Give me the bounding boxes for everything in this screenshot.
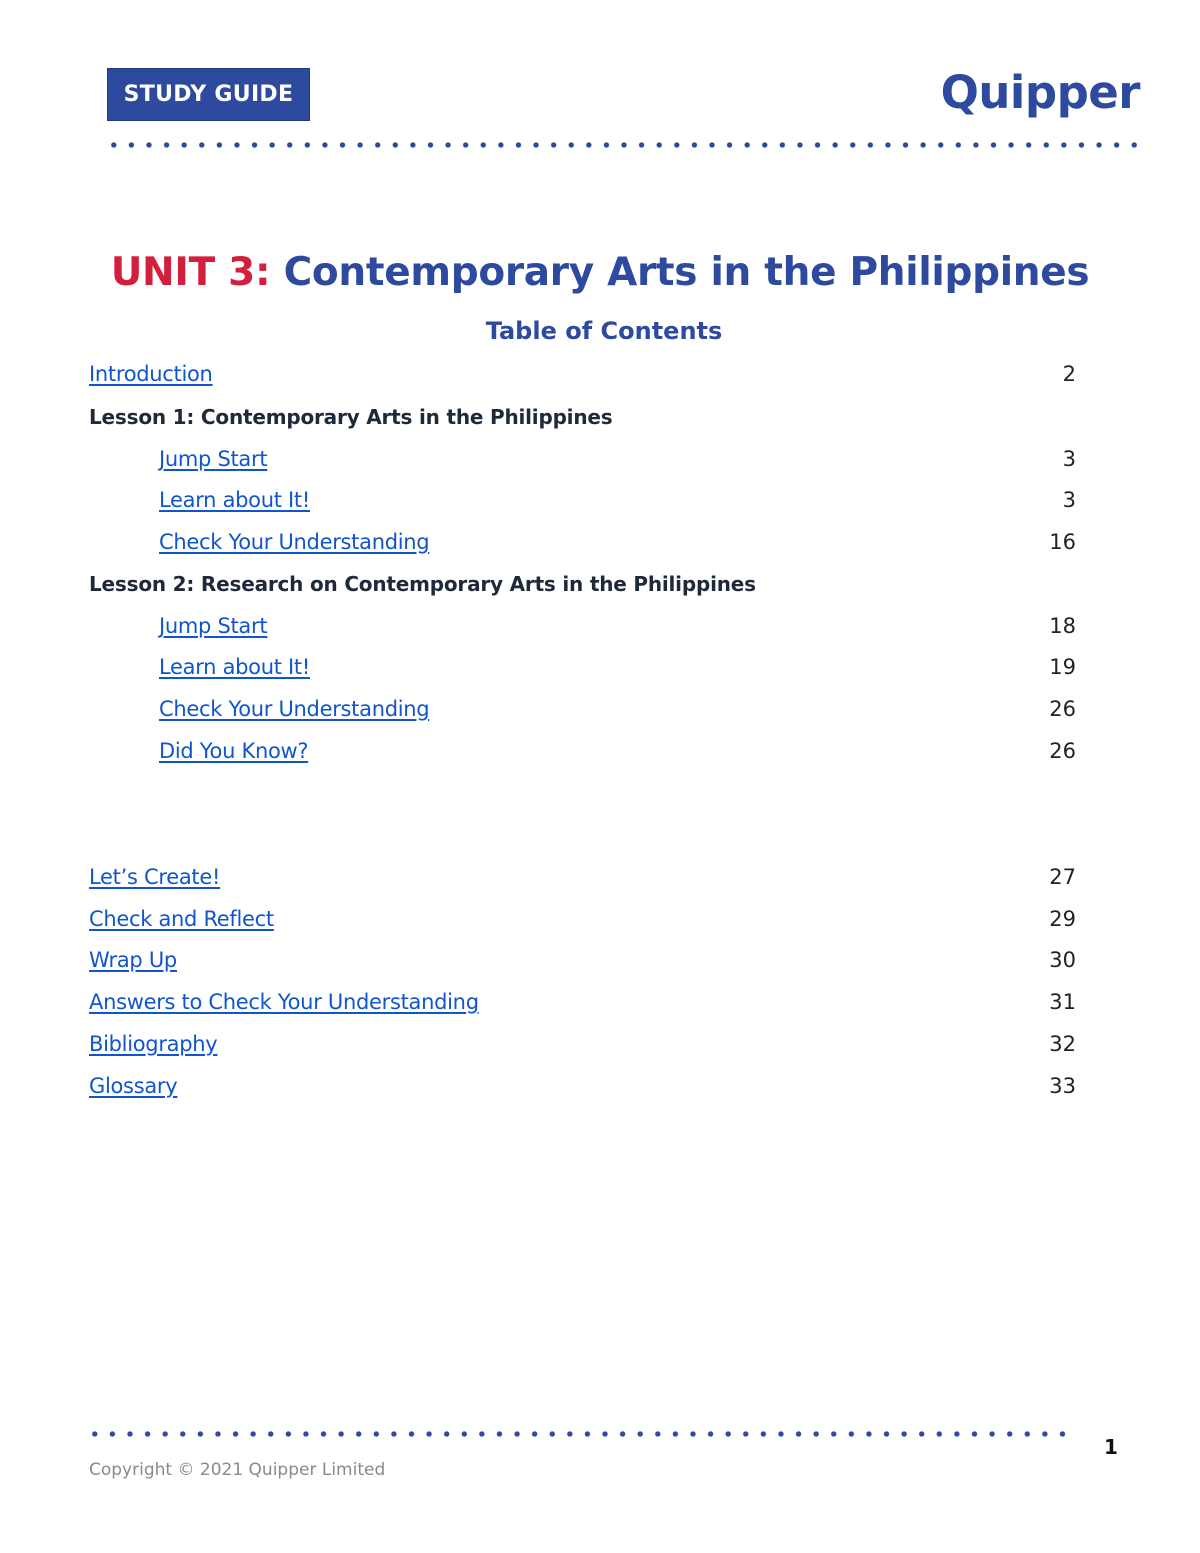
toc-page-number: 27 xyxy=(1049,865,1076,889)
toc-link-l2-jump-start[interactable]: Jump Start xyxy=(159,614,268,638)
toc-entry-l1-jump-start xyxy=(159,447,1076,479)
toc-entry-l1-learn-about-it xyxy=(159,488,1076,520)
toc-page-number: 3 xyxy=(1062,447,1076,471)
toc-link-glossary[interactable]: Glossary xyxy=(89,1074,178,1098)
toc-entry-lets-create xyxy=(89,865,1076,897)
toc-link-introduction[interactable]: Introduction xyxy=(89,362,213,386)
toc-entry-bibliography xyxy=(89,1032,1076,1064)
toc-link-l1-jump-start[interactable]: Jump Start xyxy=(159,447,268,471)
toc-link-check-and-reflect[interactable]: Check and Reflect xyxy=(89,907,274,931)
toc-link-answers[interactable]: Answers to Check Your Understanding xyxy=(89,990,479,1014)
copyright-notice: Copyright © 2021 Quipper Limited xyxy=(89,1460,386,1480)
quipper-logo: Quipper xyxy=(940,66,1140,119)
page-number: 1 xyxy=(1104,1435,1118,1459)
toc-page-number: 26 xyxy=(1049,739,1076,763)
header-dotted-divider xyxy=(105,142,1145,148)
lesson-1-title: Lesson 1: Contemporary Arts in the Philippines xyxy=(89,405,613,429)
toc-lesson-1 xyxy=(89,405,1076,437)
toc-page-number: 2 xyxy=(1062,362,1076,386)
toc-entry-l2-learn-about-it xyxy=(159,655,1076,687)
toc-entry-l2-check-understanding xyxy=(159,697,1076,729)
toc-entry-wrap-up xyxy=(89,948,1076,980)
toc-page-number: 29 xyxy=(1049,907,1076,931)
toc-entry-l1-check-understanding xyxy=(159,530,1076,562)
toc-entry-l2-did-you-know xyxy=(159,739,1076,771)
page-title xyxy=(0,250,1200,295)
toc-page-number: 26 xyxy=(1049,697,1076,721)
toc-page-number: 33 xyxy=(1049,1074,1076,1098)
toc-link-l2-check-understanding[interactable]: Check Your Understanding xyxy=(159,697,430,721)
toc-entry-introduction xyxy=(89,362,1076,394)
toc-page-number: 32 xyxy=(1049,1032,1076,1056)
toc-page-number: 3 xyxy=(1062,488,1076,512)
toc-entry-l2-jump-start xyxy=(159,614,1076,646)
toc-link-bibliography[interactable]: Bibliography xyxy=(89,1032,218,1056)
unit-label: UNIT 3: xyxy=(110,250,271,295)
toc-link-wrap-up[interactable]: Wrap Up xyxy=(89,948,177,972)
toc-page-number: 31 xyxy=(1049,990,1076,1014)
unit-name: Contemporary Arts in the Philippines xyxy=(283,250,1090,295)
toc-heading: Table of Contents xyxy=(485,317,723,345)
toc-entry-check-and-reflect xyxy=(89,907,1076,939)
toc-page-number: 19 xyxy=(1049,655,1076,679)
lesson-2-title: Lesson 2: Research on Contemporary Arts in the Philippines xyxy=(89,572,756,596)
toc-page-number: 16 xyxy=(1049,530,1076,554)
toc-link-l1-learn-about-it[interactable]: Learn about It! xyxy=(159,488,310,512)
footer-dotted-divider xyxy=(86,1431,1076,1437)
toc-link-lets-create[interactable]: Let’s Create! xyxy=(89,865,221,889)
toc-link-l2-did-you-know[interactable]: Did You Know? xyxy=(159,739,309,763)
toc-page-number: 18 xyxy=(1049,614,1076,638)
toc-lesson-2 xyxy=(89,572,1076,604)
toc-page-number: 30 xyxy=(1049,948,1076,972)
toc-entry-answers xyxy=(89,990,1076,1022)
toc-link-l2-learn-about-it[interactable]: Learn about It! xyxy=(159,655,310,679)
study-guide-badge: STUDY GUIDE xyxy=(107,68,310,121)
toc-link-l1-check-understanding[interactable]: Check Your Understanding xyxy=(159,530,430,554)
toc-entry-glossary xyxy=(89,1074,1076,1106)
